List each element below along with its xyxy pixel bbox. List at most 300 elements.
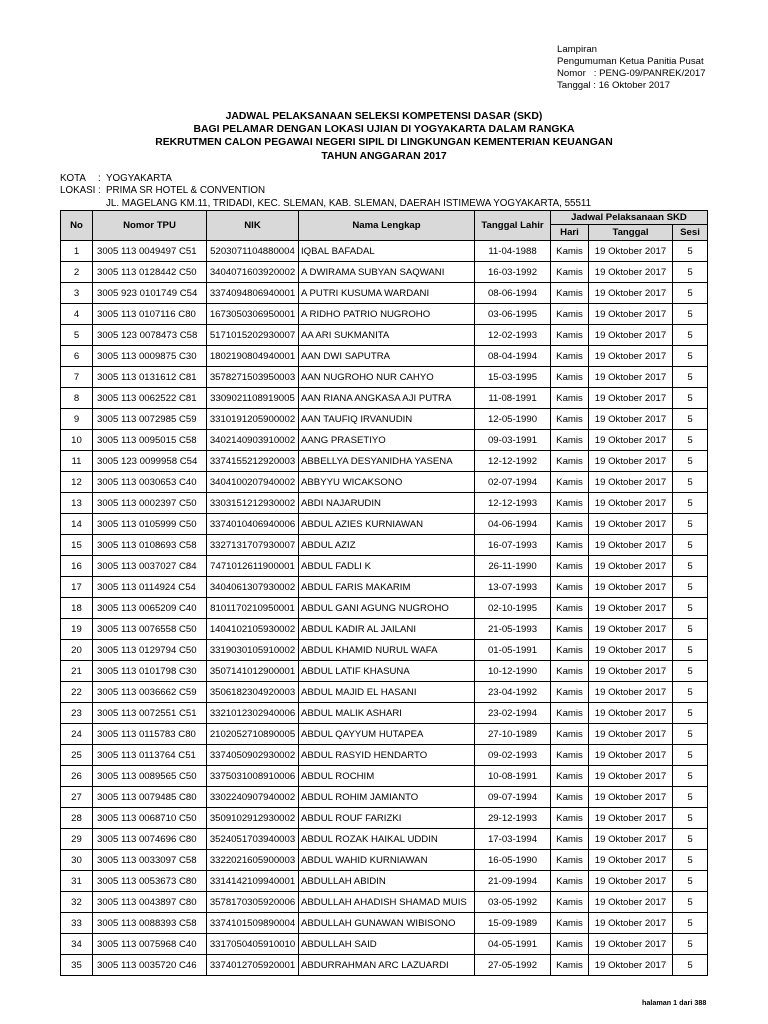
- cell-hari: Kamis: [551, 262, 589, 283]
- cell-no: 15: [61, 535, 93, 556]
- cell-tanggal: 19 Oktober 2017: [589, 955, 673, 976]
- cell-nik: 3404061307930002: [207, 577, 299, 598]
- cell-no: 17: [61, 577, 93, 598]
- cell-tanggal: 19 Oktober 2017: [589, 241, 673, 262]
- cell-sesi: 5: [673, 640, 708, 661]
- cell-nama: ABDUL AZIES KURNIAWAN: [299, 514, 475, 535]
- cell-nomor-tpu: 3005 113 0101798 C30: [93, 661, 207, 682]
- cell-sesi: 5: [673, 745, 708, 766]
- cell-tanggal-lahir: 03-06-1995: [475, 304, 551, 325]
- cell-hari: Kamis: [551, 430, 589, 451]
- cell-no: 5: [61, 325, 93, 346]
- cell-sesi: 5: [673, 829, 708, 850]
- table-row: [61, 934, 708, 955]
- cell-tanggal-lahir: 29-12-1993: [475, 808, 551, 829]
- cell-tanggal-lahir: 12-02-1993: [475, 325, 551, 346]
- cell-no: 13: [61, 493, 93, 514]
- cell-tanggal: 19 Oktober 2017: [589, 346, 673, 367]
- lampiran-line: Tanggal : 16 Oktober 2017: [557, 80, 671, 91]
- cell-no: 6: [61, 346, 93, 367]
- cell-tanggal: 19 Oktober 2017: [589, 766, 673, 787]
- cell-no: 19: [61, 619, 93, 640]
- cell-nik: 3374010406940006: [207, 514, 299, 535]
- cell-hari: Kamis: [551, 367, 589, 388]
- cell-nik: 5203071104880004: [207, 241, 299, 262]
- table-body: [61, 241, 708, 976]
- lokasi-value: PRIMA SR HOTEL & CONVENTION: [106, 185, 266, 197]
- cell-nik: 3314142109940001: [207, 871, 299, 892]
- lampiran-line: Pengumuman Ketua Panitia Pusat: [557, 56, 704, 67]
- cell-nik: 3506182304920003: [207, 682, 299, 703]
- cell-nik: 3309021108919005: [207, 388, 299, 409]
- cell-nama: ABBYYU WICAKSONO: [299, 472, 475, 493]
- lokasi-row: [60, 185, 591, 197]
- cell-no: 22: [61, 682, 93, 703]
- cell-no: 35: [61, 955, 93, 976]
- cell-tanggal-lahir: 03-05-1992: [475, 892, 551, 913]
- header-tanggal: Tanggal: [589, 225, 673, 241]
- cell-nik: 1404102105930002: [207, 619, 299, 640]
- table-row: [61, 451, 708, 472]
- cell-nomor-tpu: 3005 113 0068710 C50: [93, 808, 207, 829]
- cell-nama: ABDUL ROCHIM: [299, 766, 475, 787]
- cell-sesi: 5: [673, 661, 708, 682]
- cell-nik: 3375031008910006: [207, 766, 299, 787]
- cell-nik: 3578170305920006: [207, 892, 299, 913]
- cell-sesi: 5: [673, 871, 708, 892]
- cell-nama: ABBELLYA DESYANIDHA YASENA: [299, 451, 475, 472]
- location-block: [60, 173, 591, 210]
- cell-tanggal: 19 Oktober 2017: [589, 388, 673, 409]
- cell-nik: 3404071603920002: [207, 262, 299, 283]
- cell-nomor-tpu: 3005 113 0036662 C59: [93, 682, 207, 703]
- table-row: [61, 388, 708, 409]
- cell-sesi: 5: [673, 682, 708, 703]
- cell-nama: A RIDHO PATRIO NUGROHO: [299, 304, 475, 325]
- cell-nomor-tpu: 3005 113 0076558 C50: [93, 619, 207, 640]
- cell-nama: ABDULLAH GUNAWAN WIBISONO: [299, 913, 475, 934]
- cell-nama: ABDUL KHAMID NURUL WAFA: [299, 640, 475, 661]
- cell-tanggal-lahir: 10-12-1990: [475, 661, 551, 682]
- cell-tanggal: 19 Oktober 2017: [589, 829, 673, 850]
- cell-nama: ABDULLAH SAID: [299, 934, 475, 955]
- table-row: [61, 871, 708, 892]
- cell-nik: 3327131707930007: [207, 535, 299, 556]
- cell-tanggal: 19 Oktober 2017: [589, 934, 673, 955]
- table-row: [61, 913, 708, 934]
- cell-sesi: 5: [673, 892, 708, 913]
- cell-nama: ABDULLAH ABIDIN: [299, 871, 475, 892]
- cell-nik: 3374155212920003: [207, 451, 299, 472]
- cell-hari: Kamis: [551, 346, 589, 367]
- cell-nama: ABDUL FARIS MAKARIM: [299, 577, 475, 598]
- table-row: [61, 766, 708, 787]
- cell-tanggal: 19 Oktober 2017: [589, 514, 673, 535]
- table-row: [61, 304, 708, 325]
- cell-tanggal-lahir: 12-05-1990: [475, 409, 551, 430]
- cell-nomor-tpu: 3005 123 0078473 C58: [93, 325, 207, 346]
- cell-sesi: 5: [673, 598, 708, 619]
- cell-tanggal-lahir: 26-11-1990: [475, 556, 551, 577]
- cell-nomor-tpu: 3005 113 0088393 C58: [93, 913, 207, 934]
- cell-tanggal: 19 Oktober 2017: [589, 850, 673, 871]
- cell-nik: 3404100207940002: [207, 472, 299, 493]
- cell-tanggal-lahir: 16-05-1990: [475, 850, 551, 871]
- cell-nama: IQBAL BAFADAL: [299, 241, 475, 262]
- cell-nik: 3374012705920001: [207, 955, 299, 976]
- cell-no: 14: [61, 514, 93, 535]
- cell-sesi: 5: [673, 850, 708, 871]
- cell-hari: Kamis: [551, 913, 589, 934]
- cell-tanggal: 19 Oktober 2017: [589, 283, 673, 304]
- cell-nomor-tpu: 3005 113 0049497 C51: [93, 241, 207, 262]
- cell-no: 28: [61, 808, 93, 829]
- cell-nomor-tpu: 3005 113 0062522 C81: [93, 388, 207, 409]
- cell-nomor-tpu: 3005 113 0065209 C40: [93, 598, 207, 619]
- cell-hari: Kamis: [551, 661, 589, 682]
- cell-hari: Kamis: [551, 850, 589, 871]
- cell-nomor-tpu: 3005 113 0074696 C80: [93, 829, 207, 850]
- cell-nik: 3374094806940001: [207, 283, 299, 304]
- cell-no: 3: [61, 283, 93, 304]
- table-row: [61, 640, 708, 661]
- cell-nama: ABDURRAHMAN ARC LAZUARDI: [299, 955, 475, 976]
- cell-nik: 3302240907940002: [207, 787, 299, 808]
- cell-nama: ABDUL MALIK ASHARI: [299, 703, 475, 724]
- cell-hari: Kamis: [551, 682, 589, 703]
- header-nik: NIK: [207, 211, 299, 241]
- table-row: [61, 325, 708, 346]
- table-row: [61, 703, 708, 724]
- cell-tanggal: 19 Oktober 2017: [589, 262, 673, 283]
- cell-sesi: 5: [673, 724, 708, 745]
- cell-nama: ABDUL ROZAK HAIKAL UDDIN: [299, 829, 475, 850]
- cell-hari: Kamis: [551, 619, 589, 640]
- cell-tanggal-lahir: 11-04-1988: [475, 241, 551, 262]
- cell-nik: 1802190804940001: [207, 346, 299, 367]
- cell-tanggal-lahir: 23-04-1992: [475, 682, 551, 703]
- cell-nomor-tpu: 3005 113 0115783 C80: [93, 724, 207, 745]
- table-row: [61, 829, 708, 850]
- cell-nik: 3319030105910002: [207, 640, 299, 661]
- cell-hari: Kamis: [551, 472, 589, 493]
- cell-nik: 3507141012900001: [207, 661, 299, 682]
- cell-no: 16: [61, 556, 93, 577]
- cell-tanggal-lahir: 16-07-1993: [475, 535, 551, 556]
- cell-nama: ABDUL MAJID EL HASANI: [299, 682, 475, 703]
- cell-tanggal-lahir: 09-02-1993: [475, 745, 551, 766]
- cell-nama: ABDUL QAYYUM HUTAPEA: [299, 724, 475, 745]
- cell-nama: ABDUL ROUF FARIZKI: [299, 808, 475, 829]
- cell-nik: 3317050405910010: [207, 934, 299, 955]
- cell-hari: Kamis: [551, 934, 589, 955]
- cell-tanggal-lahir: 04-05-1991: [475, 934, 551, 955]
- cell-tanggal-lahir: 15-09-1989: [475, 913, 551, 934]
- cell-nik: 3524051703940003: [207, 829, 299, 850]
- cell-no: 2: [61, 262, 93, 283]
- cell-sesi: 5: [673, 556, 708, 577]
- cell-no: 20: [61, 640, 93, 661]
- title-line: BAGI PELAMAR DENGAN LOKASI UJIAN DI YOGYAKARTA DALAM RANGKA: [193, 124, 575, 136]
- cell-hari: Kamis: [551, 451, 589, 472]
- cell-nik: 1673050306950001: [207, 304, 299, 325]
- cell-nama: AAN DWI SAPUTRA: [299, 346, 475, 367]
- cell-sesi: 5: [673, 913, 708, 934]
- cell-sesi: 5: [673, 346, 708, 367]
- cell-sesi: 5: [673, 451, 708, 472]
- table-row: [61, 535, 708, 556]
- schedule-table: [60, 210, 708, 976]
- cell-tanggal-lahir: 17-03-1994: [475, 829, 551, 850]
- document-title: [0, 110, 768, 163]
- cell-tanggal-lahir: 16-03-1992: [475, 262, 551, 283]
- cell-nama: ABDUL AZIZ: [299, 535, 475, 556]
- cell-nomor-tpu: 3005 113 0107116 C80: [93, 304, 207, 325]
- cell-tanggal: 19 Oktober 2017: [589, 871, 673, 892]
- table-header: [61, 211, 708, 241]
- cell-nama: ABDI NAJARUDIN: [299, 493, 475, 514]
- cell-no: 26: [61, 766, 93, 787]
- cell-tanggal: 19 Oktober 2017: [589, 430, 673, 451]
- header-hari: Hari: [551, 225, 589, 241]
- cell-nama: ABDULLAH AHADISH SHAMAD MUIS: [299, 892, 475, 913]
- cell-nomor-tpu: 3005 113 0043897 C80: [93, 892, 207, 913]
- cell-tanggal-lahir: 27-10-1989: [475, 724, 551, 745]
- cell-no: 24: [61, 724, 93, 745]
- cell-tanggal: 19 Oktober 2017: [589, 451, 673, 472]
- table-row: [61, 430, 708, 451]
- cell-sesi: 5: [673, 808, 708, 829]
- header-tanggal-lahir: Tanggal Lahir: [475, 211, 551, 241]
- cell-tanggal-lahir: 21-05-1993: [475, 619, 551, 640]
- cell-hari: Kamis: [551, 829, 589, 850]
- header-jadwal-skd: Jadwal Pelaksanaan SKD: [551, 211, 708, 225]
- cell-hari: Kamis: [551, 283, 589, 304]
- separator: :: [98, 185, 101, 197]
- lokasi-label: LOKASI: [60, 185, 96, 197]
- cell-hari: Kamis: [551, 892, 589, 913]
- cell-tanggal: 19 Oktober 2017: [589, 304, 673, 325]
- cell-tanggal: 19 Oktober 2017: [589, 556, 673, 577]
- cell-hari: Kamis: [551, 493, 589, 514]
- cell-no: 27: [61, 787, 93, 808]
- cell-no: 11: [61, 451, 93, 472]
- cell-nama: ABDUL RASYID HENDARTO: [299, 745, 475, 766]
- cell-tanggal: 19 Oktober 2017: [589, 493, 673, 514]
- address-row: [60, 198, 591, 210]
- cell-tanggal: 19 Oktober 2017: [589, 535, 673, 556]
- cell-no: 10: [61, 430, 93, 451]
- cell-hari: Kamis: [551, 409, 589, 430]
- cell-no: 12: [61, 472, 93, 493]
- cell-tanggal: 19 Oktober 2017: [589, 808, 673, 829]
- cell-sesi: 5: [673, 493, 708, 514]
- cell-hari: Kamis: [551, 598, 589, 619]
- table-row: [61, 850, 708, 871]
- cell-hari: Kamis: [551, 577, 589, 598]
- cell-tanggal: 19 Oktober 2017: [589, 661, 673, 682]
- cell-no: 21: [61, 661, 93, 682]
- cell-no: 30: [61, 850, 93, 871]
- cell-hari: Kamis: [551, 955, 589, 976]
- table-row: [61, 724, 708, 745]
- cell-sesi: 5: [673, 766, 708, 787]
- cell-no: 34: [61, 934, 93, 955]
- table-row: [61, 241, 708, 262]
- cell-sesi: 5: [673, 430, 708, 451]
- cell-nomor-tpu: 3005 113 0079485 C80: [93, 787, 207, 808]
- table-row: [61, 955, 708, 976]
- cell-nomor-tpu: 3005 113 0108693 C58: [93, 535, 207, 556]
- title-line: REKRUTMEN CALON PEGAWAI NEGERI SIPIL DI LINGKUNGAN KEMENTERIAN KEUANGAN: [155, 137, 613, 149]
- cell-sesi: 5: [673, 703, 708, 724]
- cell-hari: Kamis: [551, 745, 589, 766]
- cell-nomor-tpu: 3005 113 0037027 C84: [93, 556, 207, 577]
- header-sesi: Sesi: [673, 225, 708, 241]
- kota-row: [60, 173, 591, 185]
- cell-hari: Kamis: [551, 640, 589, 661]
- page-number: halaman 1 dari 388: [642, 998, 707, 1007]
- cell-tanggal-lahir: 21-09-1994: [475, 871, 551, 892]
- cell-tanggal-lahir: 09-07-1994: [475, 787, 551, 808]
- cell-no: 25: [61, 745, 93, 766]
- table-row: [61, 472, 708, 493]
- cell-nomor-tpu: 3005 123 0099958 C54: [93, 451, 207, 472]
- cell-hari: Kamis: [551, 388, 589, 409]
- cell-sesi: 5: [673, 535, 708, 556]
- table-row: [61, 262, 708, 283]
- cell-no: 32: [61, 892, 93, 913]
- cell-nik: 2102052710890005: [207, 724, 299, 745]
- cell-nama: ABDUL GANI AGUNG NUGROHO: [299, 598, 475, 619]
- cell-nama: AA ARI SUKMANITA: [299, 325, 475, 346]
- cell-tanggal: 19 Oktober 2017: [589, 598, 673, 619]
- cell-tanggal: 19 Oktober 2017: [589, 724, 673, 745]
- cell-no: 8: [61, 388, 93, 409]
- cell-nama: ABDUL FADLI K: [299, 556, 475, 577]
- cell-nik: 3374050902930002: [207, 745, 299, 766]
- cell-sesi: 5: [673, 955, 708, 976]
- cell-nik: 7471012611900001: [207, 556, 299, 577]
- cell-nik: 3303151212930002: [207, 493, 299, 514]
- cell-tanggal: 19 Oktober 2017: [589, 892, 673, 913]
- table-row: [61, 745, 708, 766]
- table-row: [61, 409, 708, 430]
- cell-tanggal-lahir: 15-03-1995: [475, 367, 551, 388]
- cell-tanggal: 19 Oktober 2017: [589, 577, 673, 598]
- cell-tanggal: 19 Oktober 2017: [589, 325, 673, 346]
- cell-no: 18: [61, 598, 93, 619]
- cell-nama: AAN TAUFIQ IRVANUDIN: [299, 409, 475, 430]
- cell-tanggal-lahir: 23-02-1994: [475, 703, 551, 724]
- cell-nama: ABDUL ROHIM JAMIANTO: [299, 787, 475, 808]
- cell-no: 29: [61, 829, 93, 850]
- table-row: [61, 556, 708, 577]
- cell-nomor-tpu: 3005 113 0131612 C81: [93, 367, 207, 388]
- cell-nomor-tpu: 3005 113 0129794 C50: [93, 640, 207, 661]
- cell-no: 31: [61, 871, 93, 892]
- cell-sesi: 5: [673, 472, 708, 493]
- cell-hari: Kamis: [551, 535, 589, 556]
- cell-sesi: 5: [673, 304, 708, 325]
- cell-tanggal: 19 Oktober 2017: [589, 640, 673, 661]
- cell-tanggal-lahir: 02-07-1994: [475, 472, 551, 493]
- lampiran-line: Nomor : PENG-09/PANREK/2017: [557, 68, 706, 79]
- cell-nik: 8101170210950001: [207, 598, 299, 619]
- cell-nama: AAN RIANA ANGKASA AJI PUTRA: [299, 388, 475, 409]
- cell-no: 1: [61, 241, 93, 262]
- cell-hari: Kamis: [551, 514, 589, 535]
- cell-sesi: 5: [673, 619, 708, 640]
- cell-no: 4: [61, 304, 93, 325]
- cell-nomor-tpu: 3005 113 0033097 C58: [93, 850, 207, 871]
- table-row: [61, 577, 708, 598]
- cell-sesi: 5: [673, 388, 708, 409]
- cell-nomor-tpu: 3005 113 0053673 C80: [93, 871, 207, 892]
- cell-hari: Kamis: [551, 808, 589, 829]
- cell-tanggal-lahir: 12-12-1992: [475, 451, 551, 472]
- cell-sesi: 5: [673, 283, 708, 304]
- cell-nomor-tpu: 3005 113 0030653 C40: [93, 472, 207, 493]
- table-row: [61, 514, 708, 535]
- cell-tanggal-lahir: 02-10-1995: [475, 598, 551, 619]
- cell-no: 9: [61, 409, 93, 430]
- cell-nomor-tpu: 3005 113 0095015 C58: [93, 430, 207, 451]
- table-row: [61, 493, 708, 514]
- cell-nama: ABDUL LATIF KHASUNA: [299, 661, 475, 682]
- cell-tanggal: 19 Oktober 2017: [589, 682, 673, 703]
- cell-hari: Kamis: [551, 325, 589, 346]
- table-row: [61, 283, 708, 304]
- kota-label: KOTA: [60, 173, 86, 184]
- cell-nomor-tpu: 3005 113 0089565 C50: [93, 766, 207, 787]
- header-nomor-tpu: Nomor TPU: [93, 211, 207, 241]
- cell-tanggal-lahir: 01-05-1991: [475, 640, 551, 661]
- table-row: [61, 808, 708, 829]
- cell-nama: AANG PRASETIYO: [299, 430, 475, 451]
- cell-sesi: 5: [673, 262, 708, 283]
- cell-nomor-tpu: 3005 113 0035720 C46: [93, 955, 207, 976]
- cell-tanggal-lahir: 27-05-1992: [475, 955, 551, 976]
- title-line: TAHUN ANGGARAN 2017: [321, 150, 447, 162]
- cell-tanggal-lahir: 09-03-1991: [475, 430, 551, 451]
- table-row: [61, 892, 708, 913]
- cell-sesi: 5: [673, 934, 708, 955]
- table-row: [61, 619, 708, 640]
- cell-tanggal-lahir: 08-06-1994: [475, 283, 551, 304]
- cell-hari: Kamis: [551, 304, 589, 325]
- cell-hari: Kamis: [551, 766, 589, 787]
- cell-nomor-tpu: 3005 113 0002397 C50: [93, 493, 207, 514]
- cell-hari: Kamis: [551, 556, 589, 577]
- cell-nama: AAN NUGROHO NUR CAHYO: [299, 367, 475, 388]
- cell-nik: 3374101509890004: [207, 913, 299, 934]
- cell-tanggal-lahir: 08-04-1994: [475, 346, 551, 367]
- cell-tanggal: 19 Oktober 2017: [589, 367, 673, 388]
- cell-sesi: 5: [673, 367, 708, 388]
- table-row: [61, 787, 708, 808]
- cell-nomor-tpu: 3005 113 0075968 C40: [93, 934, 207, 955]
- cell-no: 7: [61, 367, 93, 388]
- cell-nama: A PUTRI KUSUMA WARDANI: [299, 283, 475, 304]
- cell-no: 33: [61, 913, 93, 934]
- cell-nik: 3402140903910002: [207, 430, 299, 451]
- cell-nomor-tpu: 3005 113 0128442 C50: [93, 262, 207, 283]
- cell-hari: Kamis: [551, 871, 589, 892]
- cell-nomor-tpu: 3005 113 0113764 C51: [93, 745, 207, 766]
- cell-tanggal: 19 Oktober 2017: [589, 703, 673, 724]
- cell-nomor-tpu: 3005 113 0105999 C50: [93, 514, 207, 535]
